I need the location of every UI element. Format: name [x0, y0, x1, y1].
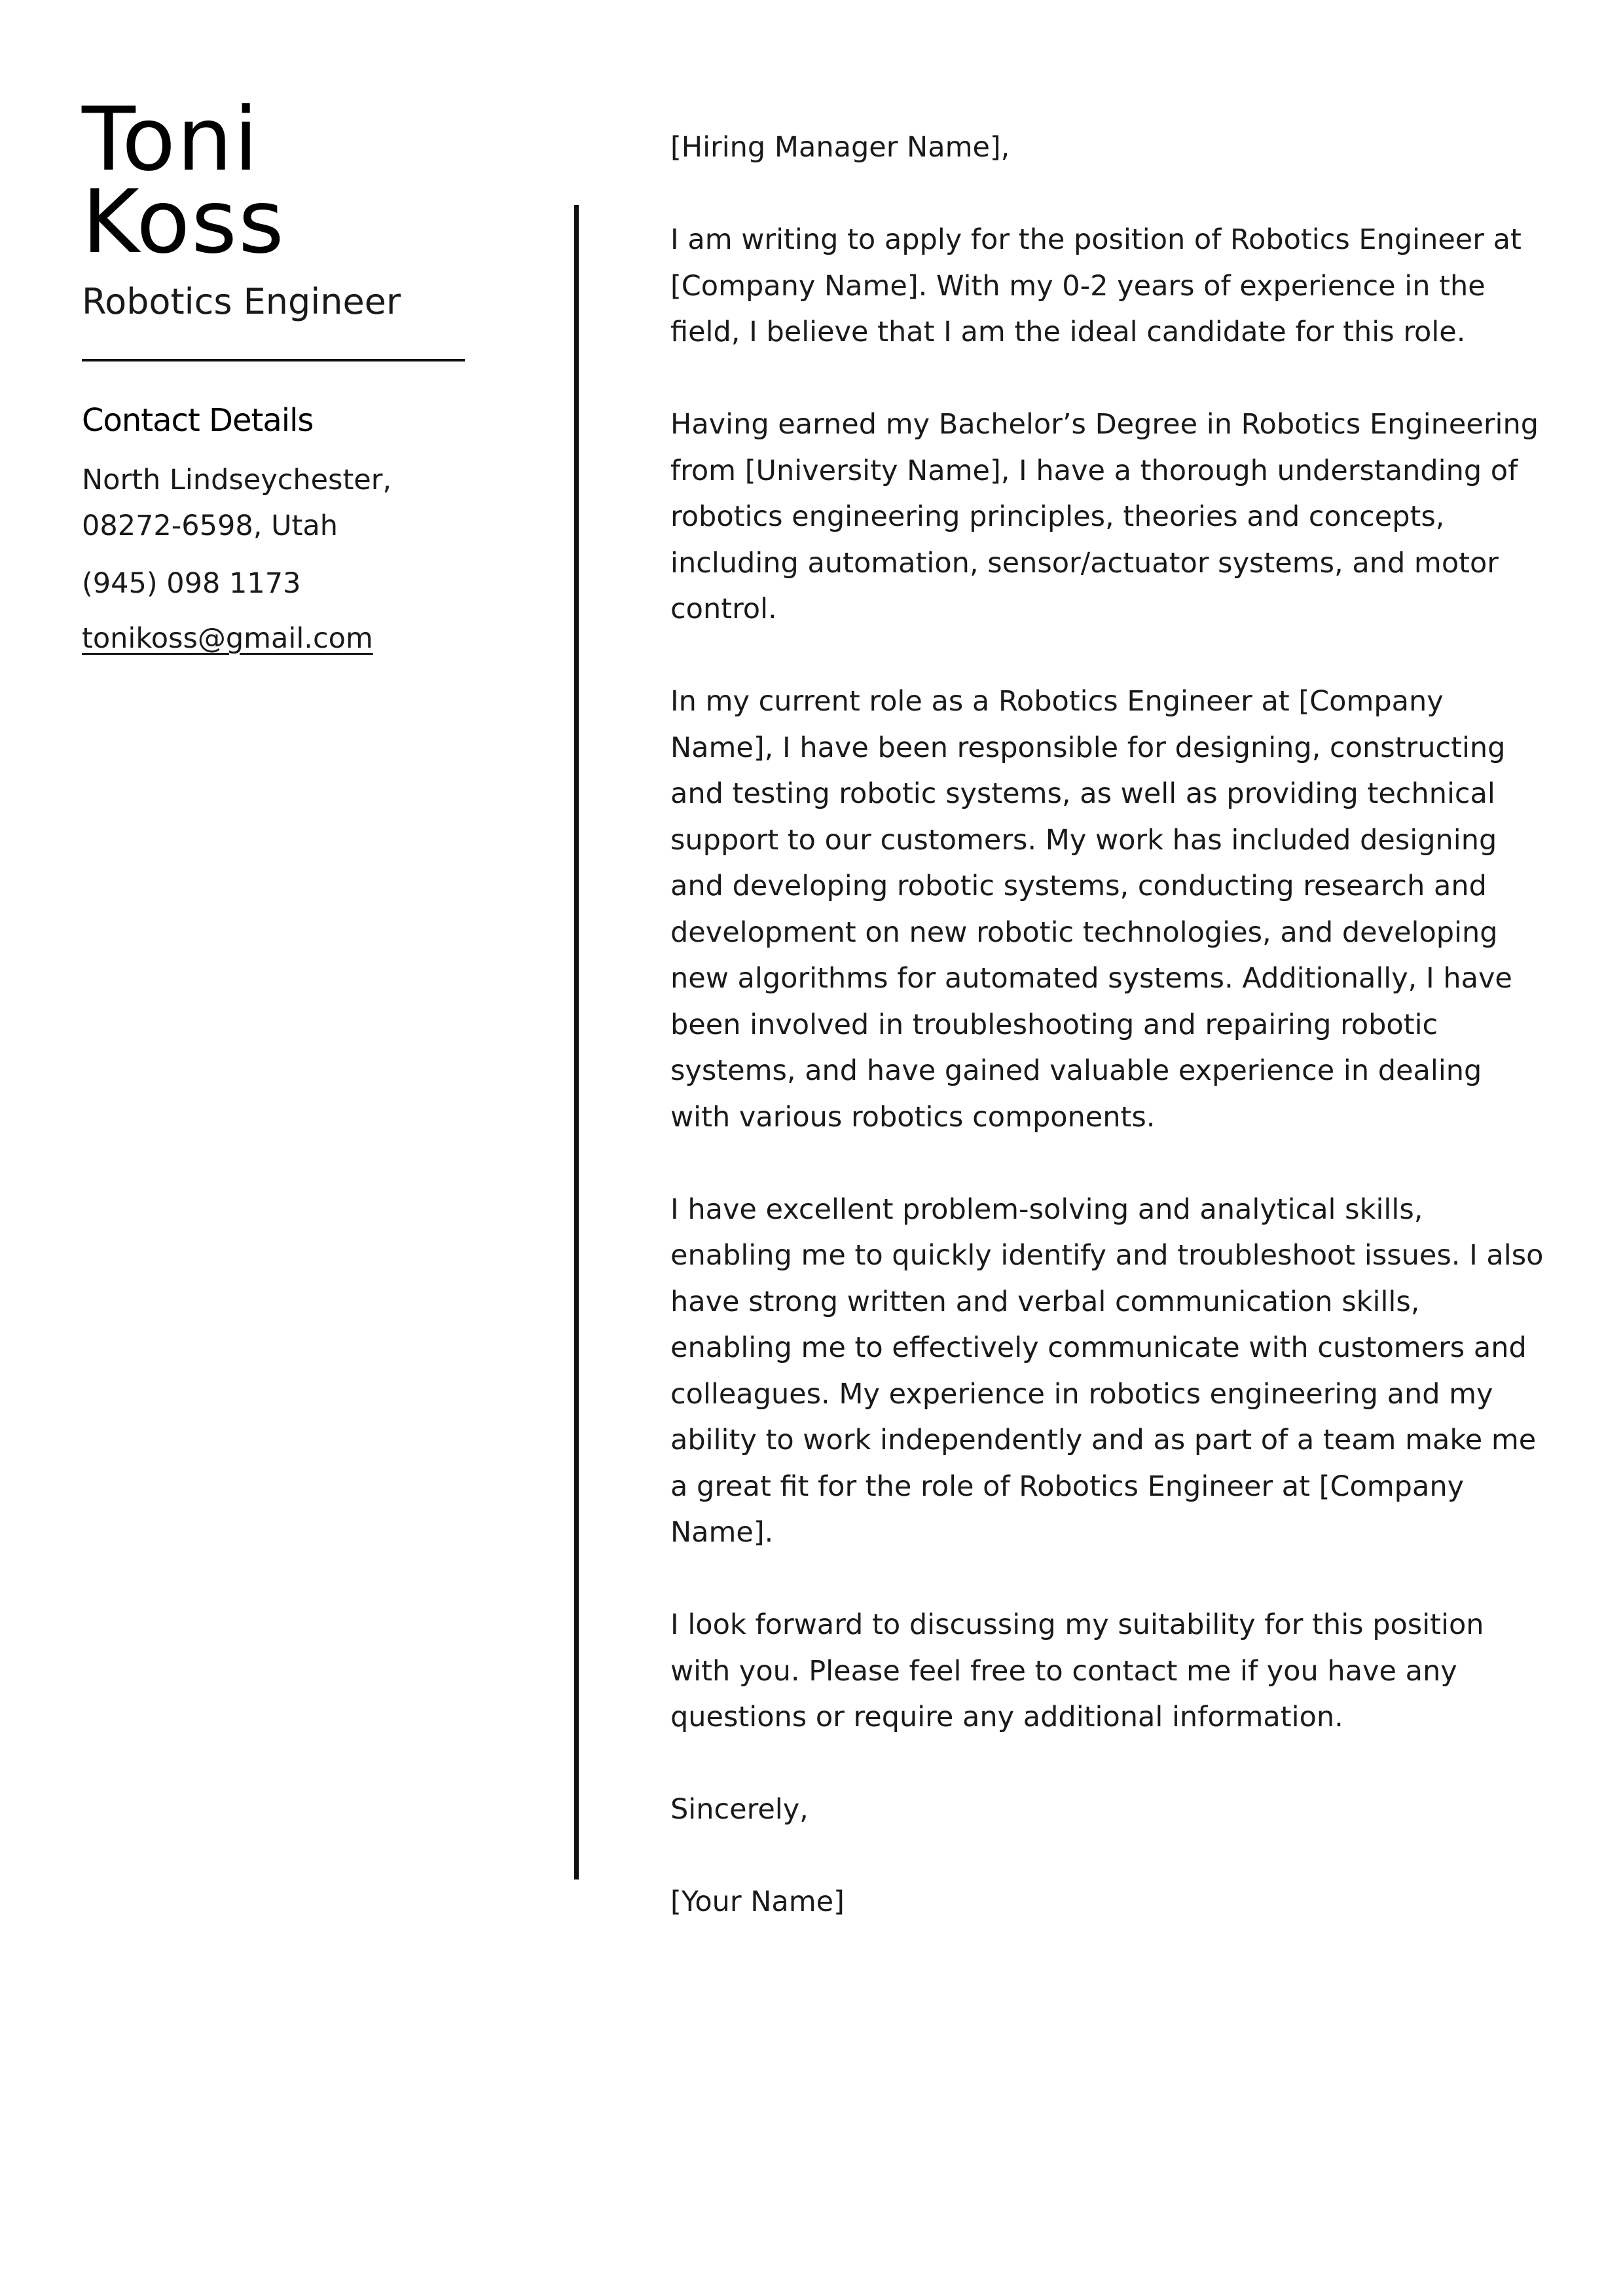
job-title: Robotics Engineer [82, 281, 401, 322]
contact-address [82, 457, 488, 549]
first-name: Toni [82, 88, 260, 191]
letter-body [670, 124, 1548, 1925]
address-line-2: 08272-6598, Utah [82, 509, 338, 542]
vertical-divider [574, 205, 579, 1879]
sidebar-divider [82, 359, 465, 361]
contact-phone: (945) 098 1173 [82, 567, 301, 600]
letter-paragraph-4: I have excellent problem-solving and analytical skills, enabling me to quickly identify and troubleshoot issues. I also have strong written and verbal communication skills, enabling me to effectively communicate with customers and colleagues. My experience in robotics engineering and my ability to work independently and as part of a team make me a great fit for the role of Robotics Engineer at [Company Name]. [670, 1193, 1544, 1549]
letter-paragraph-5: I look forward to discussing my suitability for this position with you. Please feel free to contact me if you have any questions or require any additional information. [670, 1608, 1484, 1733]
letter-paragraph-2: Having earned my Bachelor’s Degree in Robotics Engineering from [University Name], I have a thorough understanding of robotics engineering principles, theories and concepts, including automation, sensor/actuator systems, and motor control. [670, 408, 1539, 625]
letter-salutation: [Hiring Manager Name], [670, 131, 1010, 164]
letter-closing: Sincerely, [670, 1793, 809, 1826]
sidebar [82, 88, 488, 661]
contact-heading: Contact Details [82, 402, 314, 439]
letter-signature: [Your Name] [670, 1885, 845, 1918]
letter-paragraph-1: I am writing to apply for the position of Robotics Engineer at [Company Name]. With my 0-2 years of experience in the field, I believe that I am the ideal candidate for this role. [670, 223, 1522, 348]
address-line-1: North Lindseychester, [82, 464, 392, 496]
contact-email-link[interactable]: tonikoss@gmail.com [82, 622, 373, 655]
letter-paragraph-3: In my current role as a Robotics Engineer at [Company Name], I have been responsible for designing, constructing and testing robotic systems, as well as providing technical support to our customers. My work has included designing and developing robotic systems, conducting research and development on new robotic technologies, and developing new algorithms for automated systems. Additionally, I have been involved in troubleshooting and repairing robotic systems, and have gained valuable experience in dealing with various robotics components. [670, 685, 1512, 1134]
last-name: Koss [82, 171, 285, 273]
